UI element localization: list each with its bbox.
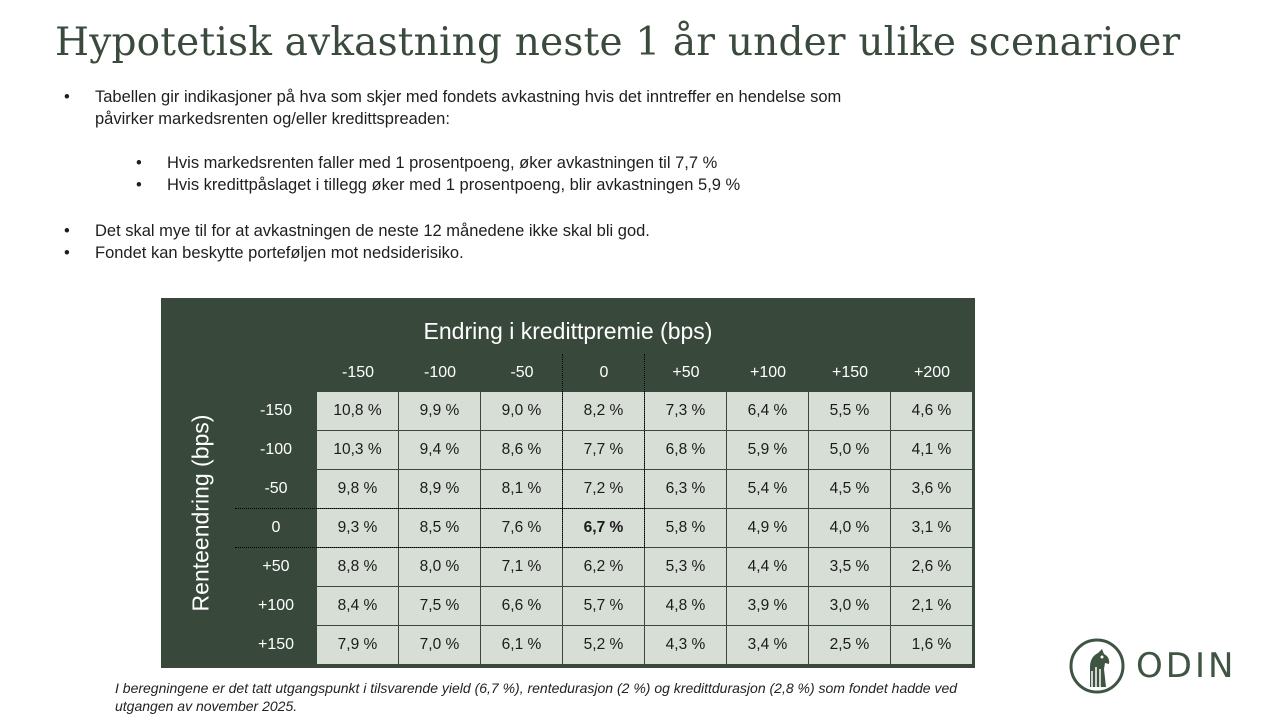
base-scenario-guide xyxy=(235,508,645,509)
table-cell: 9,9 % xyxy=(399,392,480,430)
table-cell: 8,4 % xyxy=(317,587,398,625)
table-cell: 9,4 % xyxy=(399,431,480,469)
bullet-intro: • Tabellen gir indikasjoner på hva som skjer med fondets avkastning hvis det inntreffer en hendelse som påvirker markedsrenten og/eller kredittspreaden: xyxy=(64,86,864,130)
table-cell: 2,6 % xyxy=(891,548,972,586)
table-cell: 5,4 % xyxy=(727,470,808,508)
row-header: +100 xyxy=(257,597,295,614)
table-cell: 2,1 % xyxy=(891,587,972,625)
page-title: Hypotetisk avkastning neste 1 år under ulike scenarioer xyxy=(55,20,1181,65)
table-cell: 8,2 % xyxy=(563,392,644,430)
column-header: -100 xyxy=(423,364,457,381)
column-header: 0 xyxy=(599,364,609,381)
scenario-table xyxy=(161,298,975,668)
table-cell: 10,3 % xyxy=(317,431,398,469)
table-cell: 4,1 % xyxy=(891,431,972,469)
table-cell: 3,0 % xyxy=(809,587,890,625)
table-cell: 4,0 % xyxy=(809,509,890,547)
table-cell: 7,0 % xyxy=(399,626,480,664)
table-cell: 5,9 % xyxy=(727,431,808,469)
row-header: 0 xyxy=(271,519,281,536)
table-cell: 4,6 % xyxy=(891,392,972,430)
table-cell: 6,7 % xyxy=(563,509,644,547)
row-header: -150 xyxy=(259,402,293,419)
table-cell: 1,6 % xyxy=(891,626,972,664)
table-cell: 4,9 % xyxy=(727,509,808,547)
table-cell: 2,5 % xyxy=(809,626,890,664)
column-header: +50 xyxy=(672,364,700,381)
table-cell: 7,7 % xyxy=(563,431,644,469)
base-scenario-guide xyxy=(644,354,645,548)
column-header: +200 xyxy=(913,364,951,381)
bullet-list xyxy=(64,86,864,264)
table-cell: 5,3 % xyxy=(645,548,726,586)
bullet-outlook: • Det skal mye til for at avkastningen de neste 12 månedene ikke skal bli god. xyxy=(64,220,864,242)
row-header: -100 xyxy=(259,441,293,458)
table-cell: 7,9 % xyxy=(317,626,398,664)
footnote: I beregningene er det tatt utgangspunkt i tilsvarende yield (6,7 %), rentedurasjon (2 %) og kredittdurasjon (2,8 %) som fondet hadde ved utgangen av november 2025. xyxy=(115,680,958,714)
table-cell: 6,3 % xyxy=(645,470,726,508)
table-cell: 7,1 % xyxy=(481,548,562,586)
table-cell: 6,1 % xyxy=(481,626,562,664)
table-cell: 7,3 % xyxy=(645,392,726,430)
base-scenario-guide xyxy=(562,354,563,548)
odin-logo xyxy=(1068,637,1236,695)
table-cell: 7,5 % xyxy=(399,587,480,625)
table-cell: 7,2 % xyxy=(563,470,644,508)
logo-text: ODIN xyxy=(1136,646,1237,686)
base-scenario-guide xyxy=(235,547,645,548)
table-cell: 9,0 % xyxy=(481,392,562,430)
table-cell: 3,5 % xyxy=(809,548,890,586)
table-cell: 3,1 % xyxy=(891,509,972,547)
bullet-sub-credit: • Hvis kredittpåslaget i tillegg øker med 1 prosentpoeng, blir avkastningen 5,9 % xyxy=(64,174,864,196)
table-cell: 3,9 % xyxy=(727,587,808,625)
table-cell: 8,9 % xyxy=(399,470,480,508)
bullet-sub-rate: • Hvis markedsrenten faller med 1 prosentpoeng, øker avkastningen til 7,7 % xyxy=(64,152,864,174)
table-cell: 8,5 % xyxy=(399,509,480,547)
table-cell: 6,4 % xyxy=(727,392,808,430)
column-header: -150 xyxy=(341,364,375,381)
row-header: -50 xyxy=(264,480,288,497)
table-cell: 6,8 % xyxy=(645,431,726,469)
table-cell: 5,5 % xyxy=(809,392,890,430)
table-cell: 6,6 % xyxy=(481,587,562,625)
table-cell: 4,4 % xyxy=(727,548,808,586)
table-cell: 4,8 % xyxy=(645,587,726,625)
table-cell: 6,2 % xyxy=(563,548,644,586)
table-cell: 5,7 % xyxy=(563,587,644,625)
table-cell: 8,1 % xyxy=(481,470,562,508)
table-cell: 8,0 % xyxy=(399,548,480,586)
column-header: -50 xyxy=(510,364,534,381)
odin-horse-emblem-icon xyxy=(1068,637,1126,695)
table-cell: 4,3 % xyxy=(645,626,726,664)
table-row-title: Renteendring (bps) xyxy=(187,414,214,612)
bullet-protection: • Fondet kan beskytte porteføljen mot nedsiderisiko. xyxy=(64,242,864,264)
row-header: +50 xyxy=(262,558,290,575)
table-cell: 8,8 % xyxy=(317,548,398,586)
table-cell: 3,6 % xyxy=(891,470,972,508)
table-cell: 4,5 % xyxy=(809,470,890,508)
column-header: +150 xyxy=(831,364,869,381)
table-cell: 7,6 % xyxy=(481,509,562,547)
table-cell: 8,6 % xyxy=(481,431,562,469)
table-cell: 5,8 % xyxy=(645,509,726,547)
column-header: +100 xyxy=(749,364,787,381)
table-cell: 5,2 % xyxy=(563,626,644,664)
table-cell: 10,8 % xyxy=(317,392,398,430)
row-header: +150 xyxy=(257,636,295,653)
table-cell: 3,4 % xyxy=(727,626,808,664)
table-cell: 5,0 % xyxy=(809,431,890,469)
table-cell: 9,3 % xyxy=(317,509,398,547)
table-column-title: Endring i kredittpremie (bps) xyxy=(423,318,713,344)
table-cell: 9,8 % xyxy=(317,470,398,508)
